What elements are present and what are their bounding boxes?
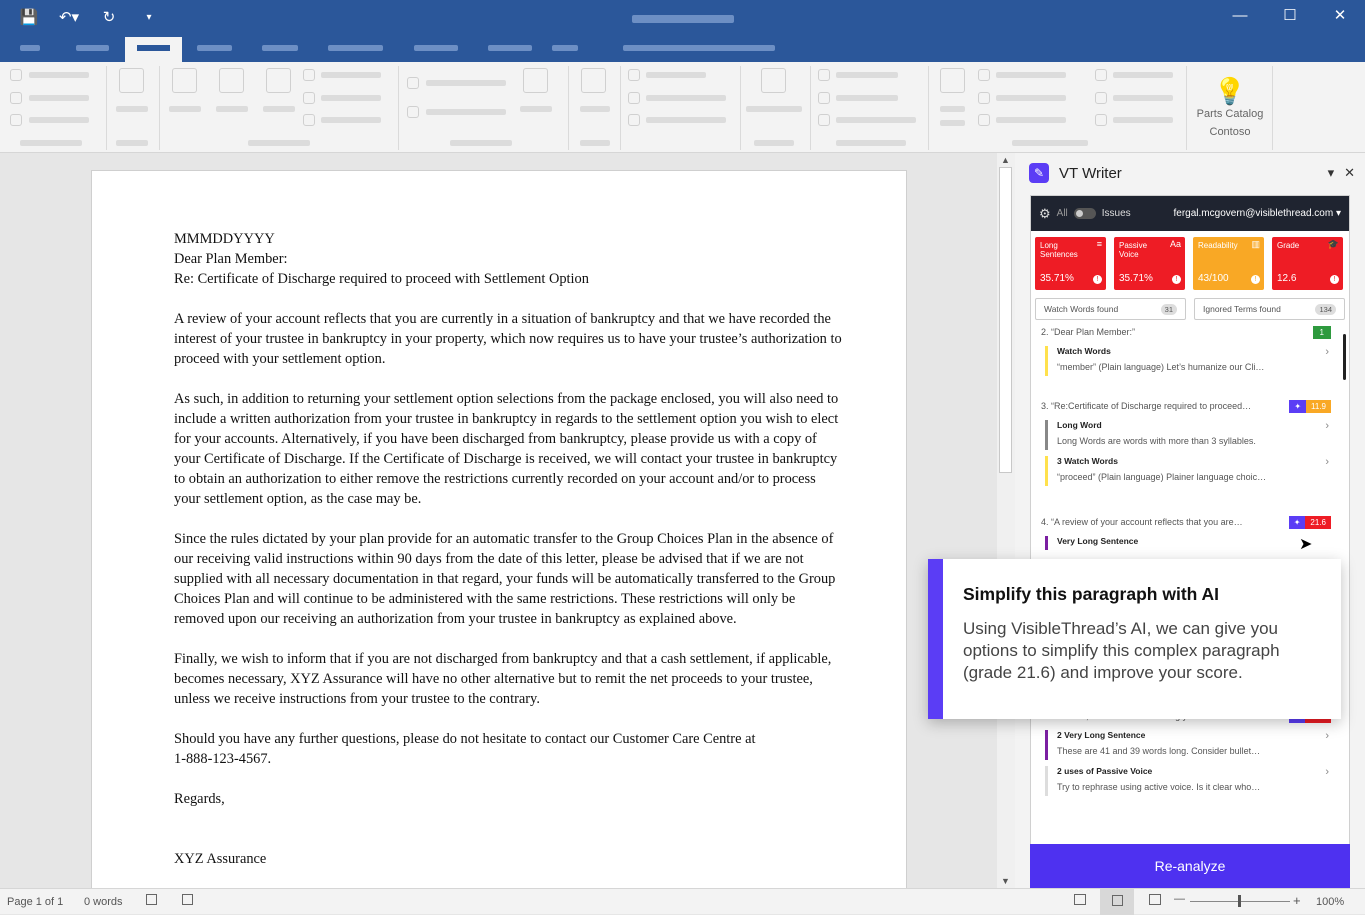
- ribbon-label: [940, 120, 965, 126]
- task-pane: [1015, 153, 1365, 888]
- ribbon-separator: [1272, 66, 1273, 150]
- watch-words-label: Watch Words found: [1044, 304, 1119, 314]
- chevron-right-icon[interactable]: ›: [1325, 346, 1329, 358]
- document-paragraph[interactable]: [174, 309, 844, 369]
- vt-writer-logo-icon: ✎: [1029, 163, 1049, 183]
- info-icon[interactable]: !: [1093, 275, 1102, 284]
- lightbulb-icon: 💡: [1213, 76, 1247, 106]
- document-paragraph[interactable]: [174, 849, 844, 869]
- ribbon-label: [996, 117, 1066, 123]
- score-card-icon: ≡: [1096, 239, 1102, 249]
- undo-icon[interactable]: ↶▾: [58, 9, 80, 26]
- watch-words-found[interactable]: [1035, 298, 1186, 320]
- ribbon-btn[interactable]: [219, 68, 244, 93]
- ribbon-separator: [159, 66, 160, 150]
- ribbon-label: [29, 95, 89, 101]
- ribbon-btn[interactable]: [303, 114, 315, 126]
- group-label: [450, 140, 512, 146]
- ignored-terms-found[interactable]: [1194, 298, 1345, 320]
- ribbon-label: [426, 109, 506, 115]
- ai-sparkle-icon[interactable]: ✦: [1289, 516, 1306, 529]
- score-card[interactable]: [1193, 237, 1264, 290]
- ribbon-label: [746, 106, 802, 112]
- ribbon-btn[interactable]: [1095, 69, 1107, 81]
- paragraph-line: Since the rules dictated by your plan provide for an automatic transfer to the Group Choices Plan in the absence of our receiving valid instructions within 90 days from the date of this letter, please be advised that if we are not supplied with all necessary documentation in that regard, your funds will be automatically transferred to the Group Choices Plan and will continue to be administered with the same restrictions. These restrictions will only be removed upon our receiving an authorization from your trustee in bankruptcy as explained above.: [174, 531, 836, 627]
- word-count[interactable]: 0 words: [84, 896, 123, 908]
- issue-title: 3. “Re:Certificate of Discharge required to proceed…: [1041, 401, 1252, 411]
- ribbon-btn[interactable]: [523, 68, 548, 93]
- ribbon: [0, 62, 1365, 153]
- tab-active[interactable]: [125, 37, 182, 62]
- ribbon-btn[interactable]: [10, 114, 22, 126]
- scroll-down-icon[interactable]: ▼: [1001, 876, 1010, 886]
- ribbon-btn[interactable]: [978, 92, 990, 104]
- ribbon-btn[interactable]: [818, 92, 830, 104]
- zoom-out-icon[interactable]: —: [1174, 893, 1185, 905]
- score-card-value: 35.71%: [1040, 273, 1074, 284]
- proofing-icon[interactable]: [146, 894, 157, 905]
- ribbon-tabs: [0, 37, 1365, 62]
- score-card[interactable]: [1114, 237, 1185, 290]
- tell-me-box[interactable]: [623, 45, 775, 51]
- ribbon-label: [169, 106, 201, 112]
- ribbon-label: [646, 72, 706, 78]
- issue-item[interactable]: [1041, 708, 1331, 796]
- scrollbar-thumb[interactable]: [999, 167, 1012, 473]
- parts-catalog-button[interactable]: [1190, 74, 1270, 138]
- document-page[interactable]: [91, 170, 907, 888]
- paragraph-line: A review of your account reflects that you are currently in a situation of bankruptcy and that we have recorded the interest of your trustee in bankruptcy in your property, which now requires us to have your trustee’s authorization to proceed with your settlement option.: [174, 311, 842, 367]
- ribbon-btn[interactable]: [407, 77, 419, 89]
- issue-item[interactable]: [1041, 324, 1331, 376]
- tooltip-body: Using VisibleThread’s AI, we can give you options to simplify this complex paragraph (grade 21.6) and improve your score.: [963, 619, 1280, 682]
- minimize-icon[interactable]: —: [1232, 7, 1248, 24]
- ribbon-label: [426, 80, 506, 86]
- ribbon-separator: [810, 66, 811, 150]
- found-summary: [1031, 290, 1349, 320]
- score-card-label: Grade: [1277, 241, 1300, 250]
- issue-score-wrap: [1313, 326, 1331, 339]
- score-card-icon: Aa: [1169, 239, 1181, 249]
- issue-detail-desc: These are 41 and 39 words long. Consider bullet…: [1057, 746, 1261, 756]
- ribbon-label: [1113, 117, 1173, 123]
- ribbon-separator: [568, 66, 569, 150]
- issue-heading[interactable]: [1041, 514, 1331, 530]
- pane-options-icon[interactable]: ▾: [1327, 165, 1335, 180]
- chevron-right-icon[interactable]: ›: [1325, 766, 1329, 778]
- task-pane-controls: [1328, 165, 1355, 181]
- ribbon-btn[interactable]: [10, 69, 22, 81]
- ribbon-label: [996, 95, 1066, 101]
- page-count[interactable]: Page 1 of 1: [7, 896, 64, 908]
- ribbon-separator: [1186, 66, 1187, 150]
- close-window-icon[interactable]: ✕: [1333, 7, 1347, 24]
- issue-title: 2. “Dear Plan Member:”: [1041, 327, 1136, 337]
- group-label: [836, 140, 906, 146]
- tab-file[interactable]: [20, 45, 40, 51]
- ribbon-label: [29, 72, 89, 78]
- ribbon-btn[interactable]: [818, 69, 830, 81]
- pane-close-icon[interactable]: ✕: [1344, 165, 1355, 180]
- score-card-value: 35.71%: [1119, 273, 1153, 284]
- score-cards: [1031, 231, 1349, 290]
- group-label: [580, 140, 610, 146]
- ribbon-label: [116, 106, 148, 112]
- status-bar: [0, 888, 1365, 914]
- ribbon-btn[interactable]: [761, 68, 786, 93]
- paragraph-line: XYZ Assurance: [174, 851, 267, 867]
- info-icon[interactable]: !: [1251, 275, 1260, 284]
- settings-gear-icon[interactable]: ⚙: [1039, 205, 1051, 221]
- score-card-label: Readability: [1198, 241, 1238, 250]
- group-label: [1012, 140, 1088, 146]
- tooltip-accent-bar: [928, 559, 943, 719]
- group-label: [248, 140, 310, 146]
- issue-heading[interactable]: [1041, 324, 1331, 340]
- ribbon-label: [1113, 95, 1173, 101]
- quick-access-toolbar: [18, 8, 160, 26]
- issue-item[interactable]: [1041, 514, 1331, 550]
- macro-icon[interactable]: [182, 894, 193, 905]
- ribbon-btn[interactable]: [1095, 114, 1107, 126]
- title-bar: [0, 0, 1365, 62]
- ribbon-btn[interactable]: [407, 106, 419, 118]
- ribbon-btn[interactable]: [172, 68, 197, 93]
- chevron-right-icon[interactable]: ›: [1325, 420, 1329, 432]
- ribbon-btn[interactable]: [818, 114, 830, 126]
- ribbon-label: [836, 95, 898, 101]
- print-layout-icon: [1112, 895, 1123, 906]
- ribbon-label: [520, 106, 552, 112]
- paragraph-line: Regards,: [174, 791, 225, 807]
- scroll-up-icon[interactable]: ▲: [1001, 155, 1010, 165]
- ribbon-btn[interactable]: [303, 92, 315, 104]
- ribbon-label: [216, 106, 248, 112]
- issue-score-badge: 1: [1313, 326, 1331, 339]
- document-paragraph[interactable]: [174, 529, 844, 629]
- account-email: fergal.mcgovern@visiblethread.com: [1173, 208, 1334, 219]
- issue-detail-title: Watch Words: [1057, 346, 1111, 356]
- task-pane-title: VT Writer: [1059, 164, 1122, 182]
- ignored-terms-label: Ignored Terms found: [1203, 304, 1281, 314]
- mouse-cursor-icon: ➤: [1299, 536, 1313, 553]
- ribbon-label: [321, 95, 381, 101]
- ribbon-btn[interactable]: [628, 92, 640, 104]
- ribbon-separator: [398, 66, 399, 150]
- tab-7[interactable]: [414, 45, 458, 51]
- ribbon-btn[interactable]: [1095, 92, 1107, 104]
- issue-detail-title: 2 uses of Passive Voice: [1057, 766, 1153, 776]
- maximize-icon[interactable]: ☐: [1283, 7, 1297, 24]
- ribbon-label: [580, 106, 610, 112]
- tab-2[interactable]: [76, 45, 109, 51]
- info-icon[interactable]: !: [1330, 275, 1339, 284]
- group-label: [20, 140, 82, 146]
- ribbon-label: [321, 72, 381, 78]
- ribbon-btn[interactable]: [978, 69, 990, 81]
- info-icon[interactable]: !: [1172, 275, 1181, 284]
- ribbon-btn[interactable]: [119, 68, 144, 93]
- ai-tooltip: [928, 559, 1341, 719]
- paragraph-line: Dear Plan Member:: [174, 251, 288, 267]
- issue-detail-title: 2 Very Long Sentence: [1057, 730, 1146, 740]
- ribbon-label: [646, 117, 726, 123]
- issue-item[interactable]: [1041, 398, 1331, 486]
- issue-heading[interactable]: [1041, 398, 1331, 414]
- ribbon-btn[interactable]: [581, 68, 606, 93]
- score-card-icon: ▥: [1251, 239, 1260, 249]
- web-layout-icon[interactable]: [1149, 894, 1161, 905]
- issue-detail-desc: Long Words are words with more than 3 syllables.: [1057, 436, 1256, 446]
- ribbon-separator: [928, 66, 929, 150]
- ribbon-label: [646, 95, 726, 101]
- account-dropdown[interactable]: fergal.mcgovern@visiblethread.com ▾: [1173, 208, 1341, 219]
- contoso-group-label: Contoso: [1209, 126, 1251, 138]
- chevron-right-icon[interactable]: ›: [1325, 456, 1329, 468]
- paragraph-line: As such, in addition to returning your settlement option selections from the package enclosed, you will also need to include a written authorization from your trustee in bankruptcy in regards to the settlement option you wish to elect for your accounts. Alternatively, if you have been discharged from bankruptcy, please provide us with a copy of your Certificate of Discharge. If the Certificate of Discharge is received, we will contact your trustee in bankruptcy to obtain an authorization to either remove the restrictions currently recorded on your account and/or to process your settlement option, as the case may be.: [174, 391, 839, 507]
- tooltip-title: Simplify this paragraph with AI: [963, 584, 1220, 604]
- issue-detail-title: Very Long Sentence: [1057, 536, 1139, 546]
- issue-detail[interactable]: [1045, 730, 1331, 760]
- paragraph-line: 1-888-123-4567.: [174, 751, 272, 767]
- group-label: [116, 140, 148, 146]
- score-card[interactable]: [1272, 237, 1343, 290]
- document-paragraph[interactable]: [174, 389, 844, 509]
- paragraph-line: MMMDDYYYY: [174, 231, 275, 247]
- ribbon-label: [1113, 72, 1173, 78]
- tab-8[interactable]: [488, 45, 532, 51]
- zoom-slider-thumb[interactable]: [1238, 895, 1241, 907]
- document-paragraph[interactable]: [174, 789, 844, 809]
- ribbon-label: [836, 72, 898, 78]
- issues-scroll-thumb[interactable]: [1343, 334, 1346, 380]
- issue-score-badge: 21.6: [1305, 516, 1331, 529]
- ribbon-label: [263, 106, 295, 112]
- task-pane-header: [1029, 163, 1122, 183]
- read-mode-icon[interactable]: [1074, 894, 1086, 905]
- issue-detail[interactable]: [1045, 766, 1331, 796]
- ribbon-label: [29, 117, 89, 123]
- ribbon-separator: [740, 66, 741, 150]
- customize-qat-icon[interactable]: ▾: [146, 11, 152, 23]
- ribbon-label: [996, 72, 1066, 78]
- redo-icon[interactable]: ↻: [102, 9, 116, 26]
- issue-detail-desc: Try to rephrase using active voice. Is it clear who…: [1057, 782, 1261, 792]
- tab-4[interactable]: [197, 45, 232, 51]
- ribbon-btn[interactable]: [628, 69, 640, 81]
- document-area: [0, 153, 997, 888]
- paragraph-line: Finally, we wish to inform that if you are not discharged from bankruptcy and that a cash settlement, if applicable, becomes necessary, XYZ Assurance will have no other alternative but to remit the net proceeds to your trustee, unless we receive instructions from your trustee to the contrary.: [174, 651, 832, 707]
- save-icon[interactable]: 💾: [19, 9, 39, 26]
- issue-detail[interactable]: [1045, 346, 1331, 376]
- document-paragraph[interactable]: [174, 649, 844, 709]
- filter-all-label: All: [1056, 208, 1068, 219]
- ribbon-separator: [106, 66, 107, 150]
- ai-sparkle-icon[interactable]: ✦: [1289, 400, 1306, 413]
- score-card-label: Passive Voice: [1119, 241, 1148, 259]
- ribbon-btn[interactable]: [10, 92, 22, 104]
- ribbon-btn[interactable]: [628, 114, 640, 126]
- vt-toolbar: [1031, 196, 1349, 231]
- tab-6[interactable]: [328, 45, 383, 51]
- score-card[interactable]: [1035, 237, 1106, 290]
- issue-score-wrap: [1289, 400, 1331, 413]
- issue-detail-title: Long Word: [1057, 420, 1102, 430]
- ribbon-btn[interactable]: [266, 68, 291, 93]
- ribbon-btn[interactable]: [940, 68, 965, 93]
- issue-detail-desc: “proceed” (Plain language) Plainer language choic…: [1057, 472, 1267, 482]
- zoom-level[interactable]: 100%: [1316, 896, 1345, 908]
- zoom-in-icon[interactable]: +: [1293, 893, 1301, 908]
- score-card-icon: 🎓: [1327, 239, 1339, 249]
- tab-9[interactable]: [552, 45, 578, 51]
- document-paragraph[interactable]: [174, 229, 844, 289]
- ribbon-btn[interactable]: [303, 69, 315, 81]
- document-paragraph[interactable]: [174, 729, 844, 769]
- ignored-terms-count: 134: [1315, 304, 1336, 315]
- document-title-placeholder: [632, 15, 734, 23]
- reanalyze-button[interactable]: Re-analyze: [1030, 844, 1350, 888]
- issue-detail-title: 3 Watch Words: [1057, 456, 1118, 466]
- issue-detail[interactable]: [1045, 420, 1331, 450]
- score-card-value: 12.6: [1277, 273, 1297, 284]
- issue-score-wrap: [1289, 516, 1331, 529]
- chevron-right-icon[interactable]: ›: [1325, 730, 1329, 742]
- score-card-value: 43/100: [1198, 273, 1229, 284]
- issue-title: 4. “A review of your account reflects that you are…: [1041, 517, 1243, 527]
- ribbon-label: [836, 117, 916, 123]
- parts-catalog-label: Parts Catalog: [1196, 108, 1264, 120]
- paragraph-line: Re: Certificate of Discharge required to proceed with Settlement Option: [174, 271, 589, 287]
- issue-detail-desc: “member” (Plain language) Let’s humanize our Cli…: [1057, 362, 1265, 372]
- ribbon-label: [321, 117, 381, 123]
- issues-toggle[interactable]: [1074, 208, 1096, 219]
- issue-score-badge: 11.9: [1306, 400, 1331, 413]
- window-controls: [1215, 4, 1365, 28]
- paragraph-line: Should you have any further questions, please do not hesitate to contact our Customer Care Centre at: [174, 731, 756, 747]
- document-body[interactable]: [174, 229, 844, 888]
- vertical-scrollbar[interactable]: [997, 153, 1015, 888]
- issue-detail[interactable]: [1045, 456, 1331, 486]
- score-card-label: Long Sentences: [1040, 241, 1078, 259]
- ribbon-separator: [620, 66, 621, 150]
- tab-5[interactable]: [262, 45, 298, 51]
- ribbon-label: [940, 106, 965, 112]
- watch-words-count: 31: [1161, 304, 1177, 315]
- ribbon-btn[interactable]: [978, 114, 990, 126]
- group-label: [754, 140, 794, 146]
- filter-issues-label: Issues: [1101, 208, 1131, 219]
